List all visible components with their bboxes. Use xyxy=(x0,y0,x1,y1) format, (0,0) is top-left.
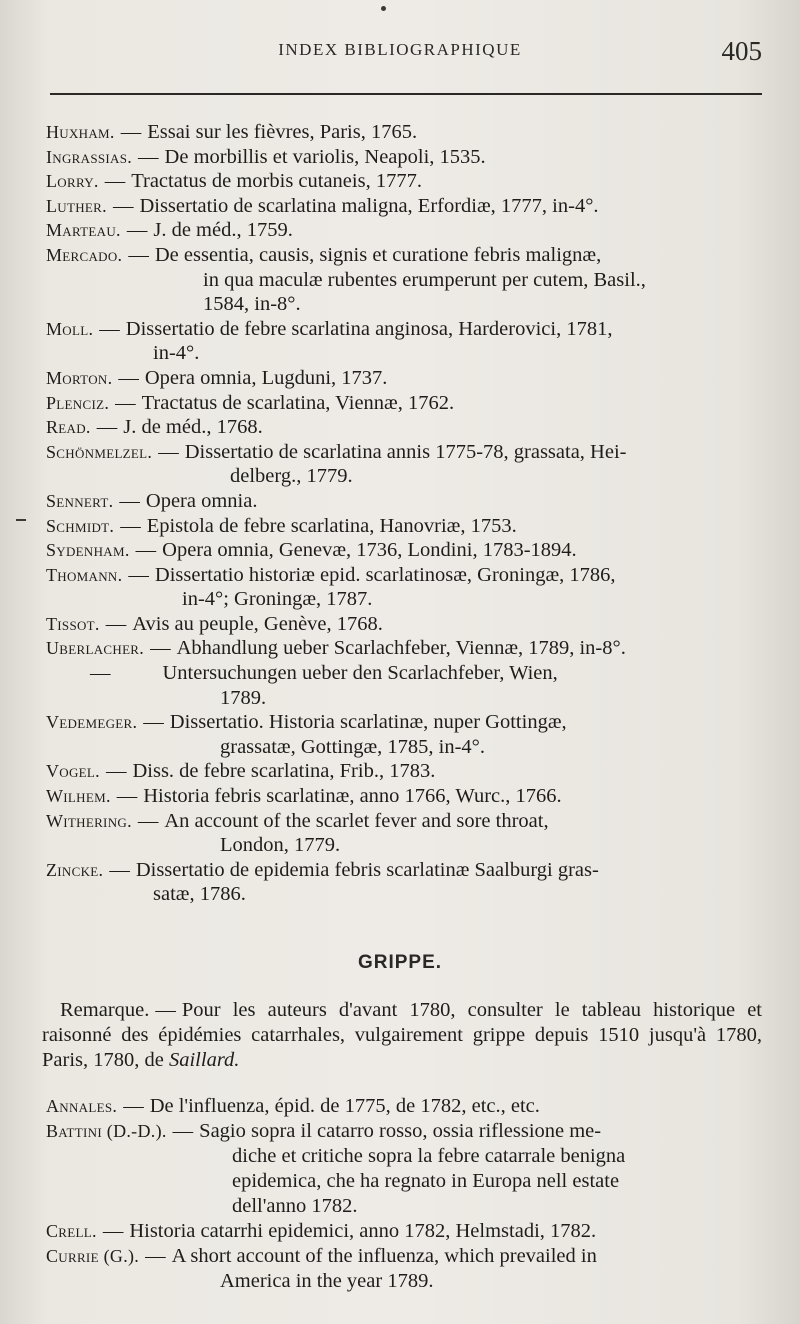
bib-entry: Crell. — Historia catarrhi epidemici, anno 1782, Helmstadi, 1782. xyxy=(46,1220,597,1242)
bib-entry: Currie (G.). — A short account of the influenza, which prevailed in America in the year 1789. xyxy=(46,1244,762,1294)
entry-text-continued: 1584, in-8°. xyxy=(203,293,301,316)
entry-text: Dissertatio de scarlatina annis 1775-78, grassata, Hei- xyxy=(184,440,627,463)
entry-author: Lorry. xyxy=(46,171,99,192)
entry-author: Zincke. xyxy=(46,859,104,880)
entry-text: Dissertatio. Historia scarlatinæ, nuper Gottingæ, xyxy=(169,711,567,734)
entry-text: Sagio sopra il catarro rosso, ossia riflessione me- xyxy=(199,1120,602,1142)
entry-author: Tissot. xyxy=(46,613,100,634)
bib-entry: Battini (D.-D.). — Sagio sopra il catarro rosso, ossia riflessione me- diche et critiche sopra la febre catarrale benigna epidemica, che ha regnato in Europa nell estate dell'anno 1782. xyxy=(46,1119,762,1219)
bib-entry: Tissot. — Avis au peuple, Genève, 1768. xyxy=(46,612,383,635)
bib-entry: Read. — J. de méd., 1768. xyxy=(46,416,263,439)
entry-text: Epistola de febre scarlatina, Hanovriæ, 1753. xyxy=(146,514,517,537)
entry-text-continued: grassatæ, Gottingæ, 1785, in-4°. xyxy=(220,735,486,758)
bib-entry: Lorry. — Tractatus de morbis cutaneis, 1777. xyxy=(46,170,422,193)
entry-author: Schönmelzel. xyxy=(46,441,153,462)
entry-author: Thomann. xyxy=(46,564,123,585)
entry-text-continued: in-4°. xyxy=(153,342,200,365)
bibliography-list xyxy=(0,120,800,907)
entry-text: Dissertatio historiæ epid. scarlatinosæ, Groningæ, 1786, xyxy=(154,563,616,586)
entry-text: Opera omnia. xyxy=(145,489,258,512)
bib-entry: Vedemeger. — Dissertatio. Historia scarlatinæ, nuper Gottingæ, grassatæ, Gottingæ, 1785, in-4°. xyxy=(46,710,762,759)
bib-entry: Vogel. — Diss. de febre scarlatina, Frib., 1783. xyxy=(46,760,436,783)
entry-author: Huxham. xyxy=(46,122,115,142)
entry-text: Diss. de febre scarlatina, Frib., 1783. xyxy=(132,760,436,783)
entry-text: J. de méd., 1768. xyxy=(123,416,263,439)
entry-author: Read. xyxy=(46,417,91,438)
entry-author: Moll. xyxy=(46,318,94,339)
bib-entry: Sydenham. — Opera omnia, Genevæ, 1736, Londini, 1783-1894. xyxy=(46,539,577,562)
bib-entry: Zincke. — Dissertatio de epidemia febris scarlatinæ Saalburgi gras- satæ, 1786. xyxy=(46,858,762,907)
entry-author: Currie (G.). xyxy=(46,1246,140,1266)
entry-text-continued: in-4°; Groningæ, 1787. xyxy=(182,588,373,611)
entry-author: Mercado. xyxy=(46,244,123,265)
bib-entry-ditto: — Untersuchungen ueber den Scarlachfeber, Wien, 1789. xyxy=(46,661,762,710)
header-rule xyxy=(50,93,762,95)
entry-text-continued: diche et critiche sopra la febre catarrale benigna xyxy=(232,1145,626,1167)
entry-author: Marteau. xyxy=(46,220,121,241)
entry-text: Dissertatio de febre scarlatina anginosa, Harderovici, 1781, xyxy=(125,317,613,340)
bib-entry: Schönmelzel. — Dissertatio de scarlatina annis 1775-78, grassata, Hei- delberg., 1779. xyxy=(46,440,762,489)
entry-author: Vedemeger. xyxy=(46,712,138,733)
entry-author: Ingrassias. xyxy=(46,146,133,167)
entry-author: Annales. xyxy=(46,1096,118,1116)
bib-entry: Thomann. — Dissertatio historiæ epid. scarlatinosæ, Groningæ, 1786, in-4°; Groningæ, 1787. xyxy=(46,563,762,612)
bib-entry: Wilhem. — Historia febris scarlatinæ, anno 1766, Wurc., 1766. xyxy=(46,785,562,808)
bib-entry: Sennert. — Opera omnia. xyxy=(46,489,258,512)
bib-entry: Huxham. — Essai sur les fièvres, Paris, 1765. xyxy=(46,121,418,143)
entry-text: Tractatus de scarlatina, Viennæ, 1762. xyxy=(141,391,455,414)
entry-text: Abhandlung ueber Scarlachfeber, Viennæ, 1789, in-8°. xyxy=(176,637,626,660)
entry-text: J. de méd., 1759. xyxy=(153,219,293,242)
running-header: INDEX BIBLIOGRAPHIQUE xyxy=(278,40,522,59)
bib-entry: Schmidt. — Epistola de febre scarlatina, Hanovriæ, 1753. xyxy=(46,514,517,537)
remark-label: Remarque. xyxy=(60,999,150,1021)
entry-text: Opera omnia, Genevæ, 1736, Londini, 1783-1894. xyxy=(162,539,577,562)
bib-entry: Marteau. — J. de méd., 1759. xyxy=(46,219,293,242)
entry-text: Historia febris scarlatinæ, anno 1766, Wurc., 1766. xyxy=(143,785,562,808)
entry-author: Plenciz. xyxy=(46,392,110,413)
entry-text-continued: epidemica, che ha regnato in Europa nell estate xyxy=(232,1170,620,1192)
entry-author: Withering. xyxy=(46,810,132,831)
entry-text-continued: satæ, 1786. xyxy=(153,883,246,906)
entry-text-continued: in qua maculæ rubentes erumperunt per cutem, Basil., xyxy=(203,268,646,291)
entry-author: Schmidt. xyxy=(46,515,115,536)
bib-entry: Morton. — Opera omnia, Lugduni, 1737. xyxy=(46,366,388,389)
entry-text: De morbillis et variolis, Neapoli, 1535. xyxy=(164,145,486,168)
remark-paragraph: Remarque. — Pour les auteurs d'avant 1780, consulter le tableau historique et raisonné des épidémies catarrhales, vulgairement grippe depuis 1510 jusqu'à 1780, Paris, 1780, de Saillard. xyxy=(42,999,762,1071)
entry-text: Essai sur les fièvres, Paris, 1765. xyxy=(147,121,418,143)
bib-entry: Ingrassias. — De morbillis et variolis, Neapoli, 1535. xyxy=(46,145,486,168)
entry-author: Morton. xyxy=(46,367,113,388)
bib-entry: Annales. — De l'influenza, épid. de 1775, de 1782, etc., etc. xyxy=(46,1095,540,1117)
entry-text: Tractatus de morbis cutaneis, 1777. xyxy=(131,170,422,193)
entry-text-continued: dell'anno 1782. xyxy=(232,1195,358,1217)
page-number: 405 xyxy=(721,36,762,66)
entry-text-continued: America in the year 1789. xyxy=(220,1270,434,1292)
bib-entry: Luther. — Dissertatio de scarlatina maligna, Erfordiæ, 1777, in-4°. xyxy=(46,194,599,217)
entry-text-continued: delberg., 1779. xyxy=(230,465,353,488)
bib-entry: Plenciz. — Tractatus de scarlatina, Viennæ, 1762. xyxy=(46,391,455,414)
entry-text-continued: 1789. xyxy=(220,686,267,709)
entry-text: De l'influenza, épid. de 1775, de 1782, etc., etc. xyxy=(149,1095,540,1117)
entry-text: Avis au peuple, Genève, 1768. xyxy=(132,612,383,635)
entry-text: Untersuchungen ueber den Scarlachfeber, Wien, xyxy=(162,662,558,685)
print-mark xyxy=(381,6,386,11)
entry-text: Dissertatio de epidemia febris scarlatinæ Saalburgi gras- xyxy=(135,858,599,881)
entry-text: De essentia, causis, signis et curatione febris malignæ, xyxy=(154,243,602,266)
entry-text: An account of the scarlet fever and sore throat, xyxy=(164,809,549,832)
entry-text: A short account of the influenza, which prevailed in xyxy=(171,1245,597,1267)
entry-author: Sennert. xyxy=(46,490,114,511)
entry-text: Opera omnia, Lugduni, 1737. xyxy=(144,366,388,389)
remark-author: Saillard. xyxy=(168,1049,240,1071)
grippe-bibliography xyxy=(0,1094,800,1294)
remark-text: Pour les auteurs d'avant 1780, consulter le tableau historique et raisonné des épidémies catarrhales, vulgairement grippe depuis 1510 jusqu'à 1780, Paris, 1780, de xyxy=(42,999,762,1071)
entry-author: Crell. xyxy=(46,1221,97,1241)
section-heading-grippe: GRIPPE. xyxy=(357,952,443,973)
bib-entry: Withering. — An account of the scarlet fever and sore throat, London, 1779. xyxy=(46,809,762,858)
entry-author: Luther. xyxy=(46,195,107,216)
entry-author: Sydenham. xyxy=(46,540,130,561)
bib-entry: Uberlacher. — Abhandlung ueber Scarlachfeber, Viennæ, 1789, in-8°. xyxy=(46,637,626,660)
bib-entry: Moll. — Dissertatio de febre scarlatina anginosa, Harderovici, 1781, in-4°. xyxy=(46,317,762,366)
entry-author: Vogel. xyxy=(46,761,100,782)
entry-author: Wilhem. xyxy=(46,786,111,807)
entry-text: Historia catarrhi epidemici, anno 1782, Helmstadi, 1782. xyxy=(129,1220,597,1242)
bib-entry: Mercado. — De essentia, causis, signis et curatione febris malignæ, in qua maculæ rubentes erumperunt per cutem, Basil., 1584, in-8°. xyxy=(46,243,762,317)
entry-author: Battini (D.-D.). xyxy=(46,1121,167,1141)
entry-text: Dissertatio de scarlatina maligna, Erfordiæ, 1777, in-4°. xyxy=(139,194,599,217)
entry-text-continued: London, 1779. xyxy=(220,834,341,857)
entry-author: Uberlacher. xyxy=(46,638,145,659)
